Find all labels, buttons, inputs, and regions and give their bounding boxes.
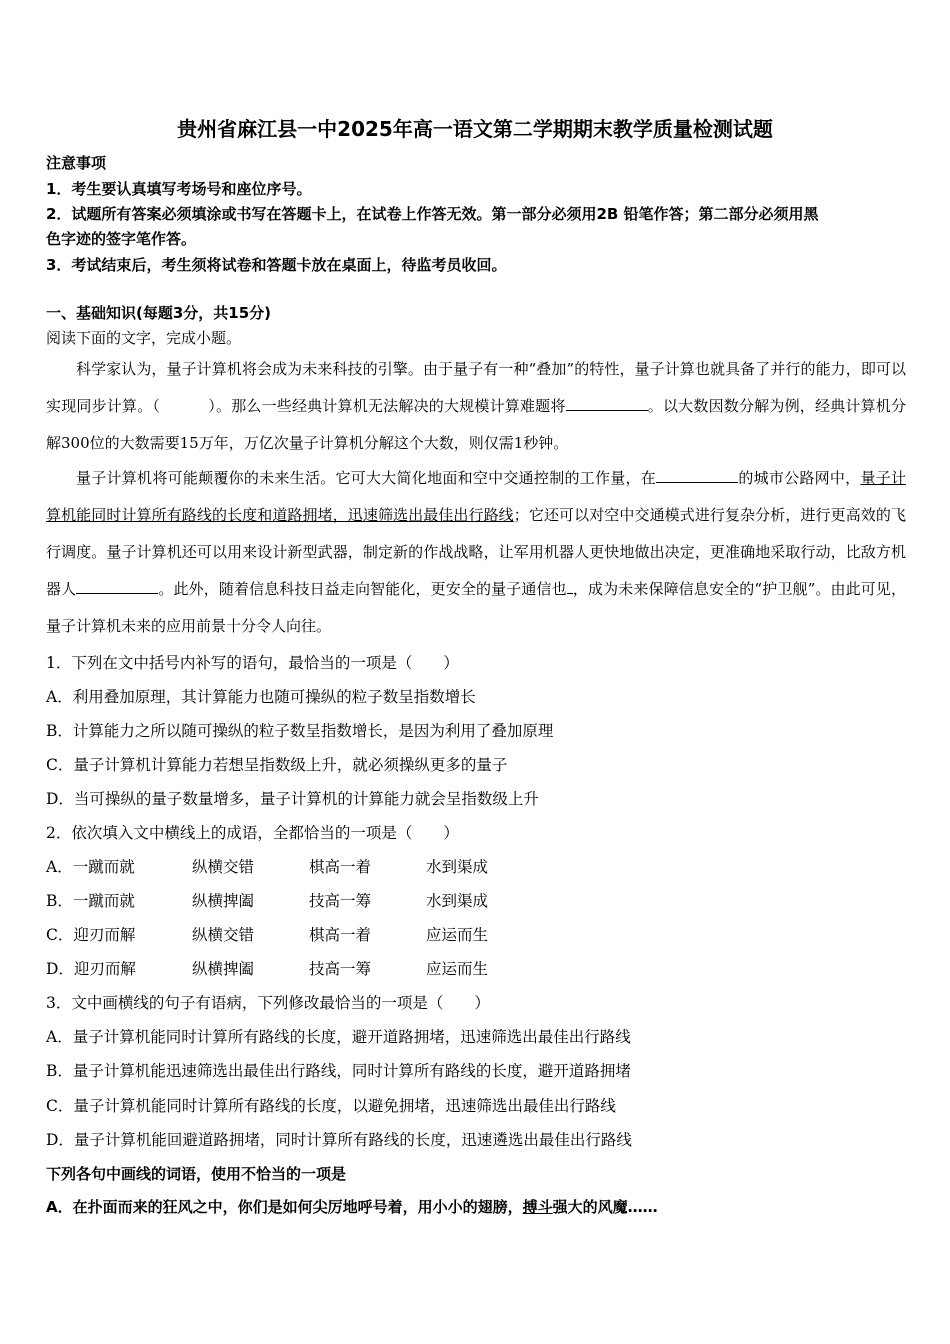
underlined-word: 搏斗 xyxy=(522,1198,553,1216)
question-2-stem: 2．依次填入文中横线上的成语，全都恰当的一项是（ ） xyxy=(46,824,459,842)
option-text: A．在扑面而来的狂风之中，你们是如何尖厉地呼号着，用小小的翅膀， xyxy=(46,1198,523,1216)
passage-text: ）。那么一些经典计算机无法解决的大规模计算难题将 xyxy=(208,397,566,415)
passage-text: ，成为未来保障信息安全的“护卫舰”。由此可见，量子计算机未来的应用前景十分令人向往。 xyxy=(46,580,906,635)
question-3-option-a: A．量子计算机能同时计算所有路线的长度，避开道路拥堵，迅速筛选出最佳出行路线 xyxy=(46,1028,631,1046)
question-1-option-b: B．计算能力之所以随可操纵的粒子数呈指数增长，是因为利用了叠加原理 xyxy=(46,722,554,740)
question-3-option-d: D．量子计算机能回避道路拥堵，同时计算所有路线的长度，迅速遴选出最佳出行路线 xyxy=(46,1131,632,1149)
underlined-sentence: 量子计算机能同时计算所有路线的长度和道路拥堵，迅速筛选出最佳出行路线 xyxy=(46,469,906,524)
notice-item-2: 2．试题所有答案必须填涂或书写在答题卡上，在试卷上作答无效。第一部分必须用2B 铅笔作答；第二部分必须用黑 xyxy=(46,205,819,223)
passage-text: 的城市公路网中， xyxy=(738,469,861,487)
passage-paragraph-1 xyxy=(46,351,906,462)
notice-item-2-cont: 色字迹的签字笔作答。 xyxy=(46,230,197,248)
option-phrase: B．一蹴而就 xyxy=(46,892,135,910)
option-phrase: 棋高一着 xyxy=(309,858,372,876)
question-2-option-a xyxy=(46,855,906,875)
notice-item-1: 1．考生要认真填写考场号和座位序号。 xyxy=(46,180,312,198)
option-phrase: 水到渠成 xyxy=(426,858,489,876)
passage-text: 。此外，随着信息科技日益走向智能化，更安全的量子通信也 xyxy=(158,580,567,598)
question-3-option-c: C．量子计算机能同时计算所有路线的长度，以避免拥堵，迅速筛选出最佳出行路线 xyxy=(46,1097,616,1115)
question-2-option-d xyxy=(46,957,906,977)
option-phrase: 应运而生 xyxy=(426,960,489,978)
option-phrase: 棋高一着 xyxy=(309,926,372,944)
option-phrase: 技高一筹 xyxy=(309,892,372,910)
question-2-option-c xyxy=(46,923,906,943)
notice-heading: 注意事项 xyxy=(46,154,107,172)
question-1-stem: 1．下列在文中括号内补写的语句，最恰当的一项是（ ） xyxy=(46,654,459,672)
question-3-option-b: B．量子计算机能迅速筛选出最佳出行路线，同时计算所有路线的长度，避开道路拥堵 xyxy=(46,1062,631,1080)
question-1-option-d: D．当可操纵的量子数量增多，量子计算机的计算能力就会呈指数级上升 xyxy=(46,790,539,808)
passage-text: 。以大数因数分解为例，经典计算机分解300位的大数需要15万年，万亿次量子计算机分解这个大数，则仅需1秒钟。 xyxy=(46,397,906,452)
option-phrase: 纵横捭阖 xyxy=(192,960,255,978)
page-title: 贵州省麻江县一中2025年高一语文第二学期期末教学质量检测试题 xyxy=(177,117,773,141)
question-1-option-c: C．量子计算机计算能力若想呈指数级上升，就必须操纵更多的量子 xyxy=(46,756,508,774)
passage-text: 量子计算机将可能颠覆你的未来生活。它可大大简化地面和空中交通控制的工作量，在 xyxy=(76,469,657,487)
question-2-option-b xyxy=(46,889,906,909)
option-phrase: 水到渠成 xyxy=(426,892,489,910)
question-4-stem: 下列各句中画线的词语，使用不恰当的一项是 xyxy=(46,1165,347,1183)
question-1-option-a: A．利用叠加原理，其计算能力也随可操纵的粒子数呈指数增长 xyxy=(46,688,476,706)
passage-paragraph-2 xyxy=(46,460,906,645)
passage-text: ；它还可以对空中交通模式进行复杂分析，进行更高效的飞行调度。量子计算机还可以用来设计新型武器，制定新的作战战略，让军用机器人更快地做出决定，更准确地采取行动，比敌方机器人 xyxy=(46,506,906,598)
option-phrase: 应运而生 xyxy=(426,926,489,944)
passage-text: 科学家认为，量子计算机将会成为未来科技的引擎。由于量子有一种“叠加”的特性，量子计算也就具备了并行的能力，即可以实现同步计算。（ xyxy=(46,360,906,415)
option-phrase: 纵横交错 xyxy=(192,858,255,876)
section-heading: 一、基础知识(每题3分，共15分) xyxy=(46,304,272,322)
question-4-option-a xyxy=(46,1196,658,1217)
blank-line xyxy=(76,579,158,594)
question-3-stem: 3．文中画横线的句子有语病，下列修改最恰当的一项是（ ） xyxy=(46,994,490,1012)
blank-line xyxy=(566,396,648,411)
option-text: 强大的风魔…… xyxy=(552,1198,658,1216)
option-phrase: C．迎刃而解 xyxy=(46,926,136,944)
option-phrase: 纵横交错 xyxy=(192,926,255,944)
section-intro: 阅读下面的文字，完成小题。 xyxy=(46,329,242,347)
option-phrase: A．一蹴而就 xyxy=(46,858,135,876)
notice-item-3: 3．考试结束后，考生须将试卷和答题卡放在桌面上，待监考员收回。 xyxy=(46,256,507,274)
option-phrase: D．迎刃而解 xyxy=(46,960,136,978)
blank-line xyxy=(656,468,738,483)
option-phrase: 纵横捭阖 xyxy=(192,892,255,910)
option-phrase: 技高一筹 xyxy=(309,960,372,978)
